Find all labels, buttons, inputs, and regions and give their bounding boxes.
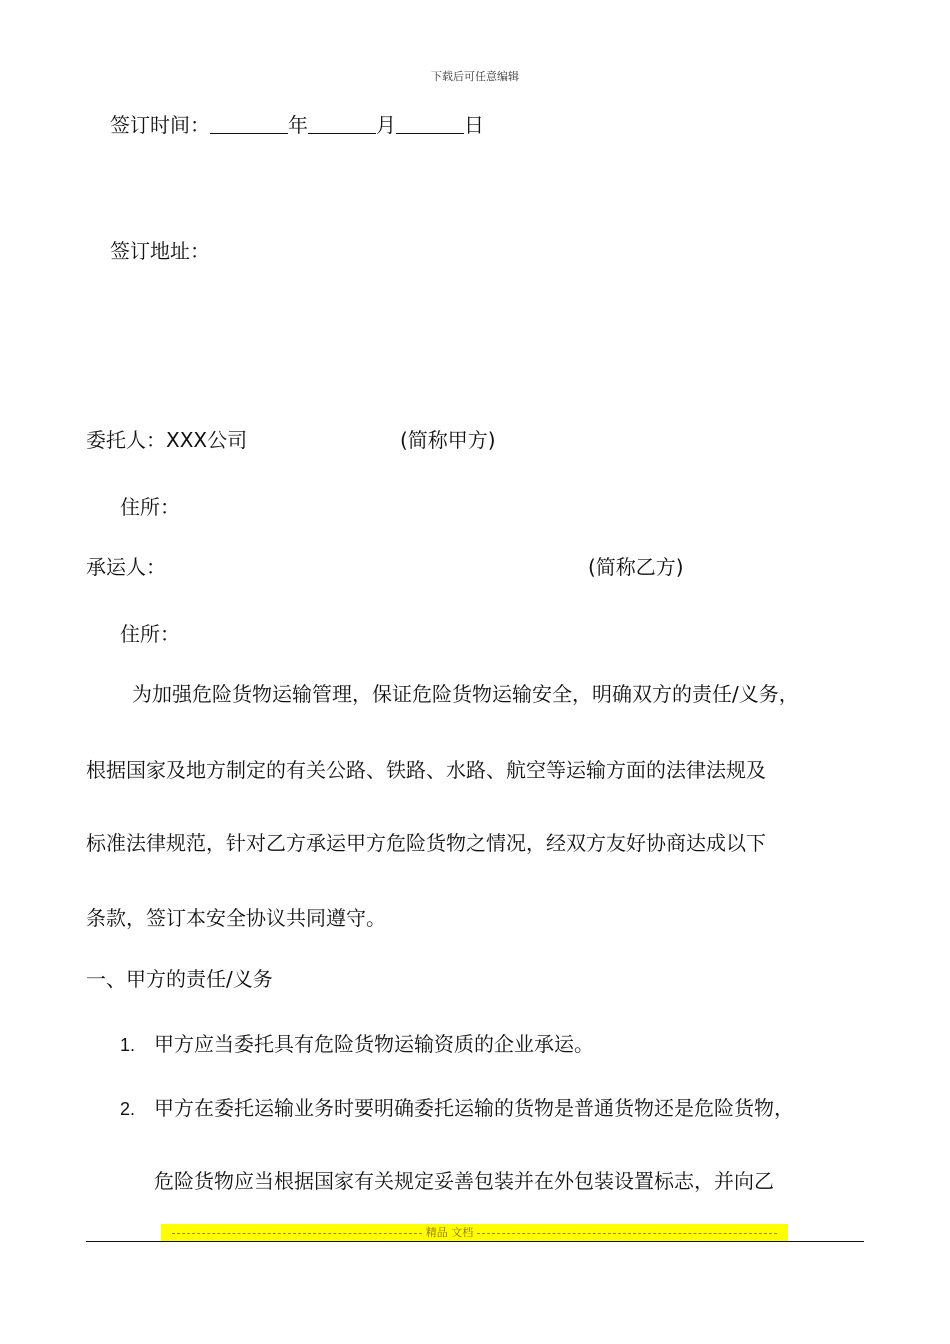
year-blank [210, 111, 288, 134]
party-b-address-label: 住所： [120, 622, 180, 646]
header-note: 下载后可任意编辑 [431, 70, 519, 83]
month-label: 月 [376, 113, 396, 137]
footer-dash-left [172, 1233, 422, 1234]
preamble-line-2: 根据国家及地方制定的有关公路、铁路、水路、航空等运输方面的法律法规及 [86, 758, 766, 782]
month-blank [308, 111, 376, 134]
list-item-1-text: 甲方应当委托具有危险货物运输资质的企业承运。 [154, 1032, 594, 1056]
preamble-line-4: 条款，签订本安全协议共同遵守。 [86, 906, 386, 930]
sign-date-label: 签订时间： [110, 113, 210, 137]
party-a-address-label: 住所： [120, 495, 180, 519]
footer-band [161, 1224, 788, 1241]
footer-dash-right [477, 1233, 777, 1234]
party-b-label: 承运人： [86, 555, 166, 579]
day-blank [396, 111, 464, 134]
sign-place-label: 签订地址： [110, 239, 210, 263]
sign-date-line [110, 111, 484, 139]
year-label: 年 [288, 113, 308, 137]
party-a-label: 委托人：XXX公司 [86, 428, 248, 452]
section-1-title: 一、甲方的责任/义务 [86, 967, 273, 991]
list-item-2-text: 甲方在委托运输业务时要明确委托运输的货物是普通货物还是危险货物， [154, 1096, 794, 1120]
preamble-line-1: 为加强危险货物运输管理，保证危险货物运输安全，明确双方的责任/义务， [132, 682, 799, 706]
footer-rule [86, 1241, 864, 1242]
list-item-2-continuation: 危险货物应当根据国家有关规定妥善包装并在外包装设置标志，并向乙 [154, 1169, 774, 1193]
list-item-2-number: 2. [120, 1099, 136, 1119]
footer-label: 精品 文档 [425, 1226, 474, 1239]
party-a-short: (简称甲方) [400, 428, 496, 452]
day-label: 日 [464, 113, 484, 137]
preamble-line-3: 标准法律规范，针对乙方承运甲方危险货物之情况，经双方友好协商达成以下 [86, 831, 766, 855]
list-item-1-number: 1. [120, 1035, 136, 1055]
party-b-short: (简称乙方) [588, 555, 684, 579]
